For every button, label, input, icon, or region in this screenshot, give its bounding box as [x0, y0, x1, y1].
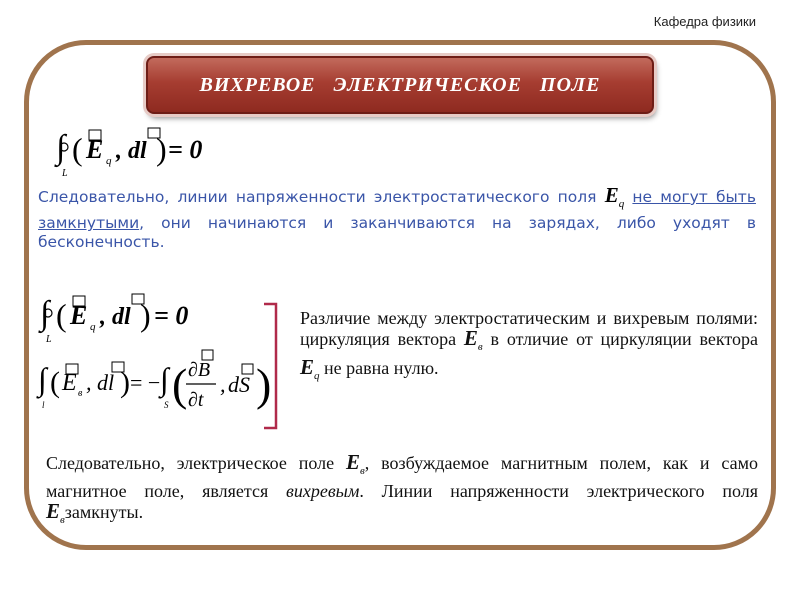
vector-Eq [604, 183, 625, 211]
vector-Ev [463, 326, 483, 354]
formula-circulation-eq [52, 124, 232, 178]
paren-close: ) [140, 297, 151, 333]
formula-circulation-eq-2 [38, 288, 218, 344]
paragraph-electrostatic-lines [38, 183, 756, 252]
vector-symbol: E [604, 183, 619, 207]
paragraph-conclusion [46, 452, 758, 530]
vector-subscript: q [106, 155, 112, 167]
vector-E: E [62, 370, 77, 396]
italic-term: вихревым [286, 481, 360, 502]
vector-subscript: q [90, 321, 96, 333]
slide-title-box [146, 56, 654, 114]
vector-subscript: q [618, 198, 625, 211]
para3-text-c: . Линии напряженности электрического поля [359, 481, 758, 502]
vector-symbol: E [345, 450, 360, 474]
vector-E: E [70, 301, 88, 330]
vector-Eq [300, 355, 320, 383]
para3-text-a: Следовательно, электрическое поле [46, 453, 335, 473]
para2-text-c: не равна нулю. [324, 358, 439, 379]
integral-sign: ∫ [38, 361, 47, 397]
para1-text-b: , они начинаются и заканчиваются на зарядах, либо уходят в бесконечность. [38, 214, 756, 252]
para2-text-b: в отличие от циркуляции вектора [490, 329, 758, 349]
equals-zero: = 0 [168, 135, 203, 164]
paren-close-large: ) [256, 359, 272, 410]
formula-faraday [36, 346, 276, 418]
bracket-shape [264, 304, 276, 428]
underlined-phrase: не могут быть замкнутыми [38, 188, 756, 233]
vector-subscript: в [360, 465, 365, 478]
para1-text-a: Следовательно, линии напряженности электростатического поля [38, 188, 597, 206]
surface-subscript: S [164, 400, 169, 410]
integral-sign: ∫ [40, 295, 50, 332]
dl-term: , dl [86, 370, 115, 395]
para2-text-a: Различие между электростатическим и вихревым полями: циркуляция вектора [300, 308, 758, 349]
dl-term: , dl [100, 304, 131, 330]
equals-zero: = 0 [154, 301, 189, 330]
vector-symbol: E [300, 355, 315, 380]
slide-title: ВИХРЕВОЕ ЭЛЕКТРИЧЕСКОЕ ПОЛЕ [199, 73, 601, 96]
vector-E: E [86, 135, 104, 164]
comma: , [220, 372, 226, 397]
integral-sign: ∫ [56, 129, 66, 166]
paren-close: ) [120, 366, 130, 399]
vector-subscript: в [60, 514, 65, 527]
paragraph-difference [300, 308, 758, 386]
integral-subscript: L [46, 334, 52, 344]
fraction-numerator: ∂B [188, 359, 211, 381]
vector-subscript: в [477, 341, 483, 354]
vector-Ev [345, 450, 365, 478]
vector-symbol: E [46, 499, 61, 524]
paren-open: ( [56, 297, 67, 333]
vector-subscript: q [314, 370, 320, 383]
department-label: Кафедра физики [653, 14, 756, 29]
dS-term: dS [228, 372, 250, 397]
paren-open: ( [72, 131, 83, 167]
para3-text-d: замкнуты. [64, 502, 144, 523]
vector-subscript: в [78, 388, 83, 399]
equals-minus: = − [130, 370, 161, 395]
para3-text-b: , возбуждаемое магнитным полем, как и само магнитное поле, является [46, 453, 758, 502]
paren-open: ( [50, 366, 60, 399]
integral-subscript: l [42, 400, 45, 410]
surface-integral-sign: ∫ [160, 361, 169, 397]
right-bracket [262, 302, 280, 430]
vector-Ev [46, 499, 65, 527]
paren-open-large: ( [172, 359, 188, 410]
paren-close: ) [156, 131, 167, 167]
integral-subscript: L [62, 168, 68, 178]
fraction-denominator: ∂t [188, 389, 204, 411]
dl-term: , dl [116, 138, 147, 164]
vector-symbol: E [463, 326, 478, 350]
